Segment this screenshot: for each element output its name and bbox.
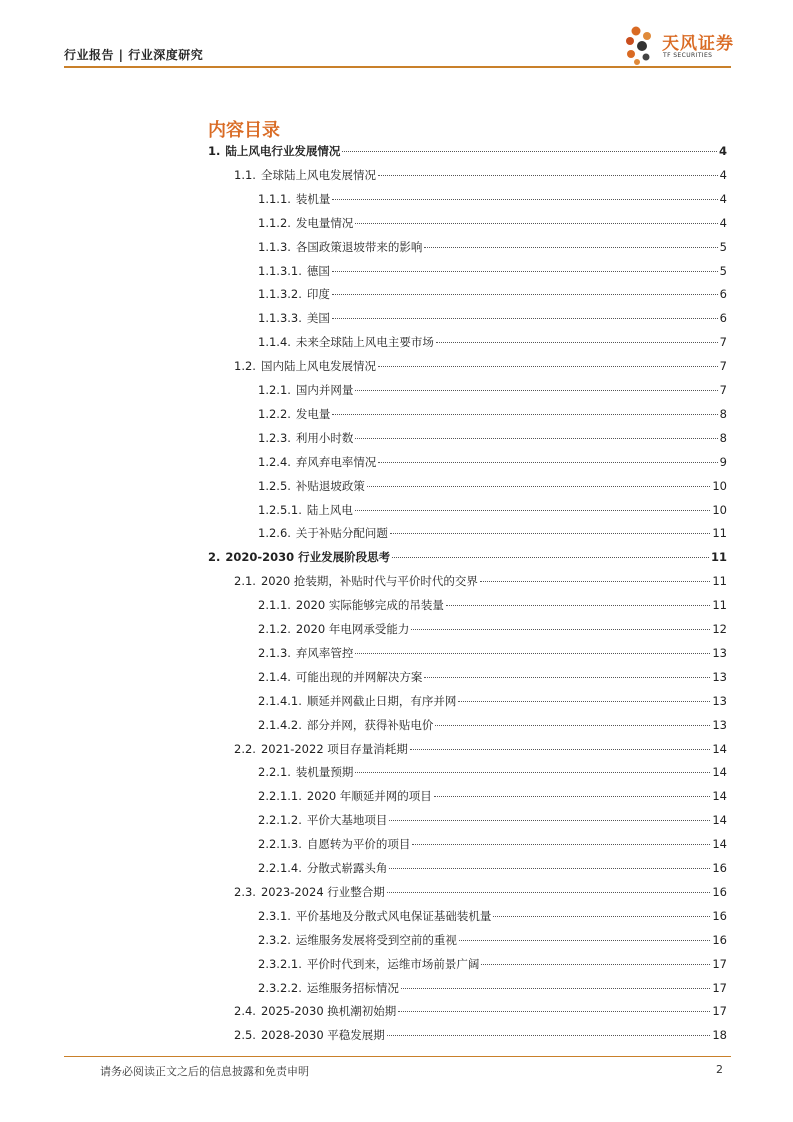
toc-entry-number: 2.1.3. [258,645,291,660]
toc-entry-page: 8 [719,430,727,445]
toc-entry-number: 1.1.4. [258,335,291,350]
toc-entry-title: 国内并网量 [295,383,354,397]
toc-leader-dots [459,940,710,941]
toc-entry-page: 8 [719,406,727,421]
toc-entry-number: 2.1.4.2. [258,717,302,732]
toc-entry-page: 17 [712,980,727,995]
toc-entry[interactable] [258,430,727,450]
toc-entry-page: 14 [712,789,727,804]
toc-leader-dots [378,175,718,176]
toc-entry-number: 1.2.4. [258,454,291,469]
toc-entry[interactable] [258,980,727,1000]
toc-entry-title: 2021-2022 项目存量消耗期 [260,741,408,756]
toc-leader-dots [332,294,718,295]
toc-leader-dots [387,1035,711,1036]
toc-entry[interactable] [234,167,727,187]
toc-leader-dots [342,151,717,152]
toc-entry-page: 5 [719,239,727,254]
toc-entry[interactable] [258,310,727,330]
toc-entry-number: 2.2. [234,741,256,756]
toc-entry-title: 2020 年电网承受能力 [295,622,410,636]
toc-entry[interactable] [234,1003,727,1023]
toc-entry[interactable] [258,788,727,808]
toc-entry-page: 17 [712,1004,727,1019]
toc-leader-dots [332,414,717,415]
toc-leader-dots [424,247,717,248]
toc-entry-title: 部分并网，获得补贴电价 [306,717,434,732]
toc-entry-number: 1.2.1. [258,383,291,397]
toc-entry[interactable] [208,143,727,163]
toc-entry[interactable] [234,573,727,593]
toc-entry-page: 16 [712,861,727,875]
toc-entry-page: 11 [712,574,727,589]
logo-flower-icon [622,24,658,66]
footer-disclaimer: 请务必阅读正文之后的信息披露和免责申明 [100,1065,309,1078]
toc-entry[interactable] [258,932,727,952]
toc-entry-number: 2.2.1.1. [258,789,302,804]
toc-entry-number: 2.3.2.1. [258,956,302,971]
toc-leader-dots [332,199,717,200]
toc-entry-number: 2.2.1.2. [258,813,302,828]
toc-entry-title: 平价基地及分散式风电保证基础装机量 [295,908,492,923]
toc-entry-title: 2020-2030 行业发展阶段思考 [225,550,391,565]
toc-entry[interactable] [234,358,727,378]
toc-entry-title: 陆上风电 [306,502,353,517]
footer-rule [64,1056,731,1057]
toc-entry-page: 11 [712,598,727,613]
toc-entry-number: 1.1.1. [258,191,291,206]
toc-entry-number: 1.2.5.1. [258,502,302,517]
toc-entry-number: 2.2.1.4. [258,861,302,875]
toc-entry-number: 1.2.5. [258,478,291,493]
header-title: 行业报告 | 行业深度研究 [64,48,204,62]
toc-entry-number: 2.3.2.2. [258,980,302,995]
toc-leader-dots [355,438,717,439]
toc-leader-dots [480,581,710,582]
toc-entry-number: 2.3.1. [258,908,291,923]
toc-leader-dots [367,486,710,487]
toc-entry[interactable] [258,693,727,713]
toc-entry-page: 18 [712,1028,727,1043]
toc-entry-page: 13 [712,645,727,660]
toc-leader-dots [355,510,710,511]
toc-entry-title: 未来全球陆上风电主要市场 [295,335,434,350]
toc-entry-title: 发电量情况 [295,215,354,230]
toc-entry-number: 1.1.3.2. [258,287,302,302]
toc-leader-dots [446,605,711,606]
toc-leader-dots [332,318,718,319]
toc-title: 内容目录 [208,120,280,141]
toc-leader-dots [389,868,710,869]
toc-leader-dots [412,844,710,845]
toc-entry-page: 5 [719,263,727,278]
brand-english-name: TF SECURITIES [663,52,713,59]
toc-entry-title: 平价大基地项目 [306,813,388,828]
toc-entry-number: 2.2.1. [258,765,291,780]
toc-entry-number: 2.1.4.1. [258,693,302,708]
toc-entry[interactable] [258,597,727,617]
toc-entry[interactable] [258,669,727,689]
toc-entry-page: 14 [712,741,727,756]
toc-entry-number: 2.3.2. [258,932,291,947]
toc-entry-title: 美国 [306,311,330,326]
toc-entry[interactable] [258,263,727,283]
toc-entry-title: 2028-2030 平稳发展期 [260,1028,385,1043]
toc-entry-title: 运维服务招标情况 [306,980,399,995]
toc-leader-dots [436,342,718,343]
toc-entry-page: 14 [712,813,727,828]
toc-entry-page: 14 [712,765,727,780]
toc-entry[interactable] [258,860,727,880]
toc-entry-page: 6 [719,311,727,326]
toc-entry-number: 1.1.3. [258,239,291,254]
toc-entry-title: 平价时代到来，运维市场前景广阔 [306,956,480,971]
toc-entry-title: 发电量 [295,406,331,421]
toc-leader-dots [389,820,710,821]
toc-entry-title: 装机量预期 [295,765,354,780]
toc-entry-title: 运维服务发展将受到空前的重视 [295,932,457,947]
toc-leader-dots [481,964,710,965]
toc-entry[interactable] [258,334,727,354]
toc-entry[interactable] [258,478,727,498]
toc-entry-number: 2.1. [234,574,256,589]
toc-entry-page: 4 [719,215,727,230]
toc-entry-title: 装机量 [295,191,331,206]
toc-entry-page: 14 [712,837,727,852]
toc-leader-dots [434,796,711,797]
toc-entry-page: 10 [712,478,727,493]
toc-leader-dots [411,629,710,630]
toc-entry-title: 2020 实际能够完成的吊装量 [295,598,444,613]
toc-leader-dots [355,653,710,654]
toc-entry-number: 1.1.3.1. [258,263,302,278]
toc-entry-page: 13 [712,669,727,684]
toc-entry[interactable] [234,1027,727,1047]
toc-entry-number: 1.1. [234,167,256,182]
toc-entry[interactable] [258,525,727,545]
toc-leader-dots [493,916,710,917]
toc-entry-title: 2023-2024 行业整合期 [260,884,385,899]
toc-entry[interactable] [258,812,727,832]
toc-entry-number: 1.2. [234,359,256,374]
toc-entry-page: 13 [712,717,727,732]
toc-entry[interactable] [258,717,727,737]
toc-entry-page: 10 [712,502,727,517]
toc-entry-number: 2. [208,550,221,565]
toc-entry-title: 德国 [306,263,330,278]
toc-entry-title: 利用小时数 [295,430,354,445]
toc-entry-number: 1. [208,144,221,158]
toc-entry[interactable] [258,502,727,522]
toc-entry-title: 弃风弃电率情况 [295,454,377,469]
toc-entry[interactable] [258,645,727,665]
toc-leader-dots [392,557,709,558]
toc-leader-dots [410,749,711,750]
toc-entry-page: 4 [719,191,727,206]
toc-entry-page: 11 [710,550,727,565]
toc-entry-title: 印度 [306,287,330,302]
toc-entry-title: 关于补贴分配问题 [295,526,388,541]
toc-entry-title: 可能出现的并网解决方案 [295,669,423,684]
toc-entry[interactable] [258,454,727,474]
toc-entry-title: 陆上风电行业发展情况 [225,144,341,158]
toc-entry-page: 4 [718,144,727,158]
toc-entry-page: 17 [712,956,727,971]
toc-leader-dots [401,988,710,989]
toc-entry-title: 2025-2030 换机潮初始期 [260,1004,397,1019]
toc-entry[interactable] [234,741,727,761]
brand-name: 天风证券 [662,34,734,54]
toc-entry[interactable] [258,239,727,259]
toc-entry-number: 1.2.2. [258,406,291,421]
toc-entry[interactable] [258,908,727,928]
page-number: 2 [716,1063,723,1076]
toc-entry-title: 分散式崭露头角 [306,861,388,875]
toc-entry-page: 4 [719,167,727,182]
toc-leader-dots [435,725,710,726]
toc-leader-dots [387,892,711,893]
toc-entry-number: 2.1.2. [258,622,291,636]
toc-entry[interactable] [258,956,727,976]
toc-entry-title: 顺延并网截止日期，有序并网 [306,693,457,708]
toc-entry-number: 2.2.1.3. [258,837,302,852]
toc-leader-dots [378,366,718,367]
toc-entry-number: 2.3. [234,884,256,899]
toc-entry-number: 1.1.2. [258,215,291,230]
toc-entry-page: 11 [712,526,727,541]
toc-entry-page: 16 [712,932,727,947]
toc-leader-dots [424,677,710,678]
toc-entry-page: 13 [712,693,727,708]
toc-leader-dots [390,533,710,534]
toc-entry-number: 2.1.1. [258,598,291,613]
toc-leader-dots [355,772,710,773]
toc-leader-dots [458,701,710,702]
toc-leader-dots [355,223,717,224]
toc-entry[interactable] [258,191,727,211]
toc-entry[interactable] [258,764,727,784]
toc-entry-number: 2.5. [234,1028,256,1043]
toc-entry[interactable] [258,621,727,641]
toc-entry-page: 16 [712,908,727,923]
toc-entry-title: 补贴退坡政策 [295,478,365,493]
toc-entry-number: 1.1.3.3. [258,311,302,326]
toc-entry-number: 2.1.4. [258,669,291,684]
toc-entry[interactable] [234,884,727,904]
company-logo [622,24,734,66]
toc-entry-page: 7 [719,335,727,350]
toc-entry[interactable] [258,382,727,402]
toc-leader-dots [398,1011,710,1012]
toc-entry-title: 全球陆上风电发展情况 [260,167,376,182]
toc-entry-page: 16 [712,884,727,899]
toc-entry-page: 7 [719,383,727,397]
toc-entry-title: 自愿转为平价的项目 [306,837,411,852]
toc-entry-title: 2020 抢装期，补贴时代与平价时代的交界 [260,574,478,589]
toc-entry-number: 1.2.6. [258,526,291,541]
toc-leader-dots [332,271,718,272]
toc-entry-title: 弃风率管控 [295,645,354,660]
toc-entry-page: 9 [719,454,727,469]
toc-entry-page: 7 [719,359,727,374]
toc-leader-dots [378,462,717,463]
header-rule [64,66,731,68]
toc-entry-page: 6 [719,287,727,302]
toc-entry-number: 1.2.3. [258,430,291,445]
toc-entry-title: 国内陆上风电发展情况 [260,359,376,374]
toc-entry[interactable] [258,286,727,306]
toc-leader-dots [355,390,717,391]
toc-entry-page: 12 [712,622,727,636]
toc-entry[interactable] [258,406,727,426]
toc-entry[interactable] [258,215,727,235]
toc-entry-title: 2020 年顺延并网的项目 [306,789,432,804]
toc-entry[interactable] [258,836,727,856]
toc-entry-number: 2.4. [234,1004,256,1019]
toc-entry[interactable] [208,549,727,569]
toc-entry-title: 各国政策退坡带来的影响 [295,239,423,254]
